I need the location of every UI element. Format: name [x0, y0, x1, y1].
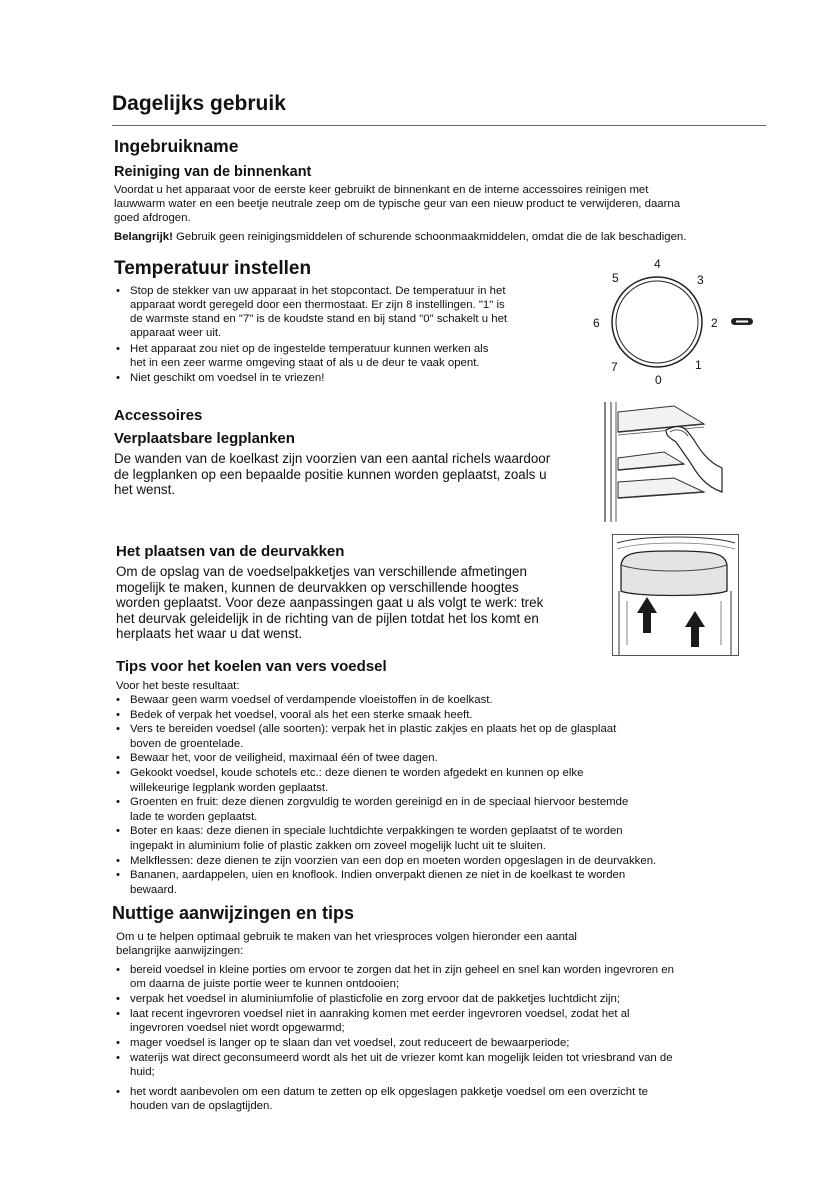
tips-koelen-list: [114, 693, 754, 897]
dial-label-7: 7: [611, 360, 618, 374]
list-item: • verpak het voedsel in aluminiumfolie of plasticfolie en zorg ervoor dat de pakketjes luchtdicht zijn;: [114, 992, 754, 1006]
ingebruikname-heading: Ingebruikname: [114, 136, 239, 156]
list-item: • waterijs wat direct geconsumeerd wordt als het uit de vriezer komt kan mogelijk leiden tot vriesbrand van de huid;: [114, 1051, 754, 1079]
list-item: • Boter en kaas: deze dienen in speciale luchtdichte verpakkingen te worden geplaatst of te worden ingepakt in aluminium folie of plastic zakken om zoveel mogelijk lucht uit te sluiten.: [114, 824, 754, 853]
legplanken-heading: Verplaatsbare legplanken: [114, 430, 295, 447]
list-item: • Bewaar het, voor de veiligheid, maximaal één of twee dagen.: [114, 751, 754, 766]
legplanken-text: De wanden van de koelkast zijn voorzien van een aantal richels waardoor de legplanken op een bepaalde positie kunnen worden geplaatst, zoals u het wenst.: [114, 451, 551, 497]
deurvakken-text: Om de opslag van de voedselpakketjes van verschillende afmetingen mogelijk te maken, kunnen de deurvakken op verschillende hoogtes worden geplaatst. Voor deze aanpassingen gaat u als volgt te werk: trek het deurvak geleidelijk in de richting van de pijlen totdat het los komt en herplaats het waar u dat wenst.: [116, 564, 544, 641]
title-divider: [112, 125, 766, 126]
tips-koelen-intro: Voor het beste resultaat:: [116, 680, 240, 692]
deurvakken-heading: Het plaatsen van de deurvakken: [116, 543, 345, 560]
list-item: • het wordt aanbevolen om een datum te zetten op elk opgeslagen pakketje voedsel om een overzicht te houden van de opslagtijden.: [114, 1085, 754, 1113]
dial-label-6: 6: [593, 316, 600, 330]
temperatuur-list: [114, 284, 564, 385]
important-label: Belangrijk!: [114, 231, 173, 243]
arrow-up-icon: [685, 611, 705, 647]
dial-label-3: 3: [697, 273, 704, 287]
dial-label-2: 2: [711, 316, 718, 330]
nuttige-list: [114, 963, 754, 1113]
nuttige-heading: Nuttige aanwijzingen en tips: [112, 903, 355, 923]
accessoires-heading: Accessoires: [114, 407, 203, 424]
list-item: • Bananen, aardappelen, uien en knoflook. Indien onverpakt dienen ze niet in de koelkast te worden bewaard.: [114, 868, 754, 897]
dial-label-4: 4: [654, 257, 661, 271]
reiniging-text: Voordat u het apparaat voor de eerste keer gebruikt de binnenkant en de interne accessoires reinigen met lauwwarm water en een beetje neutrale zeep om de typische geur van een nieuw product te verwijderen, daarna goed afdrogen.: [114, 184, 681, 224]
list-item: • Vers te bereiden voedsel (alle soorten): verpak het in plastic zakjes en plaats het op de glasplaat boven de groentelade.: [114, 722, 754, 751]
list-item: • Bedek of verpak het voedsel, vooral als het een sterke smaak heeft.: [114, 708, 754, 723]
tips-koelen-heading: Tips voor het koelen van vers voedsel: [116, 658, 387, 675]
nuttige-intro: Om u te helpen optimaal gebruik te maken van het vriesproces volgen hieronder een aantal belangrijke aanwijzingen:: [116, 931, 577, 957]
list-item: • Melkflessen: deze dienen te zijn voorzien van een dop en moeten worden opgeslagen in de deurvakken.: [114, 854, 754, 869]
dial-label-1: 1: [695, 358, 702, 372]
list-item: • Het apparaat zou niet op de ingestelde temperatuur kunnen werken als het in een zeer warme omgeving staat of als u de deur te vaak opent.: [114, 342, 564, 370]
arrow-up-icon: [637, 597, 657, 633]
important-text: Gebruik geen reinigingsmiddelen of schurende schoonmaakmiddelen, omdat die de lak beschadigen.: [176, 231, 687, 243]
list-item: • Groenten en fruit: deze dienen zorgvuldig te worden gereinigd en in de speciaal hiervoor bestemde lade te worden geplaatst.: [114, 795, 754, 824]
shelf-illustration: [604, 402, 726, 522]
temperatuur-heading: Temperatuur instellen: [114, 258, 312, 279]
list-item: • Bewaar geen warm voedsel of verdampende vloeistoffen in de koelkast.: [114, 693, 754, 708]
list-item: • mager voedsel is langer op te slaan dan vet voedsel, zout reduceert de bewaarperiode;: [114, 1036, 754, 1050]
dial-label-5: 5: [612, 271, 619, 285]
list-item: • Stop de stekker van uw apparaat in het stopcontact. De temperatuur in het apparaat wordt geregeld door een thermostaat. Er zijn 8 instellingen. "1" is de warmste stand en "7" is de koudste stand en bij stand "0" schakelt u het apparaat weer uit.: [114, 284, 564, 340]
reiniging-heading: Reiniging van de binnenkant: [114, 164, 312, 180]
door-shelf-illustration: [612, 534, 739, 656]
thermostat-dial: [586, 256, 766, 390]
list-item: • Gekookt voedsel, koude schotels etc.: deze dienen te worden afgedekt en kunnen op elke willekeurige legplank worden geplaatst.: [114, 766, 754, 795]
dial-label-0: 0: [655, 373, 662, 387]
list-item: • Niet geschikt om voedsel in te vriezen!: [114, 371, 564, 385]
list-item: • bereid voedsel in kleine porties om ervoor te zorgen dat het in zijn geheel en snel kan worden ingevroren en om daarna de juiste portie weer te kunnen ontdooien;: [114, 963, 754, 991]
list-item: • laat recent ingevroren voedsel niet in aanraking komen met eerder ingevroren voedsel, zodat het al ingevroren voedsel niet wordt opgewarmd;: [114, 1007, 754, 1035]
page-title: Dagelijks gebruik: [112, 92, 286, 115]
important-note: [114, 230, 764, 244]
